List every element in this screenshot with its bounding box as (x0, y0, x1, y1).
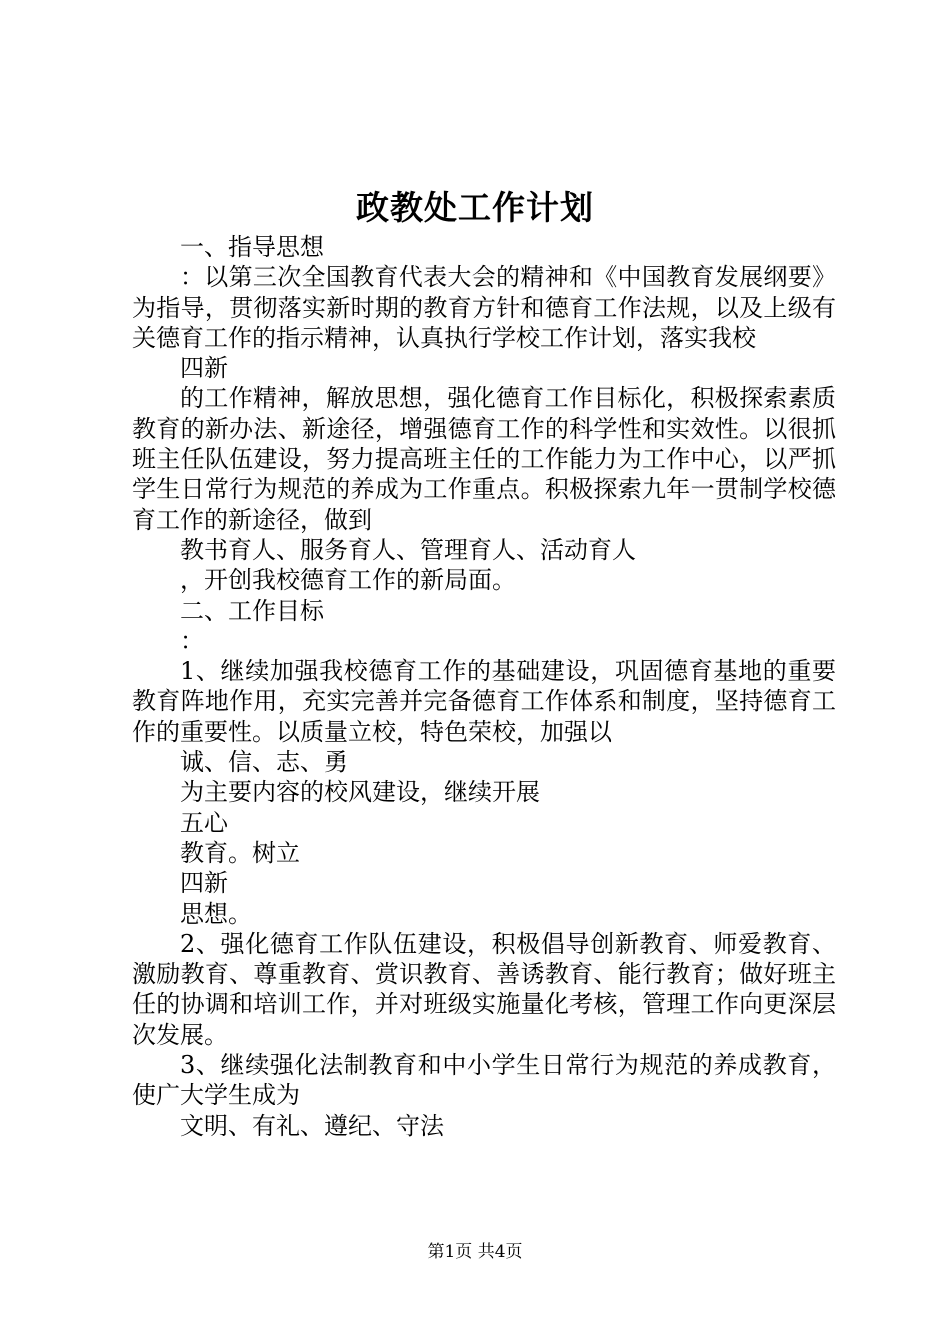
page-number-footer: 第1页 共4页 (427, 1242, 523, 1262)
paragraph: 诚、信、志、勇 (180, 748, 348, 777)
paragraph: ，开创我校德育工作的新局面。 (180, 566, 516, 595)
paragraph: 五心 (180, 808, 228, 837)
paragraph: ： (180, 626, 204, 655)
paragraph: 为主要内容的校风建设，继续开展 (180, 778, 540, 807)
paragraph: 四新 (180, 869, 228, 898)
paragraph: 思想。 (180, 899, 252, 928)
paragraph: 文明、有礼、遵纪、守法 (180, 1111, 444, 1140)
paragraph: 教书育人、服务育人、管理育人、活动育人 (180, 535, 636, 564)
paragraph: 2、强化德育工作队伍建设，积极倡导创新教育、师爱教育、激励教育、尊重教育、赏识教育、善诱教育、能行教育；做好班主任的协调和培训工作，并对班级实施量化考核，管理工作向更深层次发展。 (132, 929, 836, 1049)
paragraph: 1、继续加强我校德育工作的基础建设，巩固德育基地的重要教育阵地作用，充实完善并完备德育工作体系和制度，坚持德育工作的重要性。以质量立校，特色荣校，加强以 (132, 657, 836, 746)
paragraph: ：以第三次全国教育代表大会的精神和《中国教育发展纲要》为指导，贯彻落实新时期的教育方针和德育工作法规，以及上级有关德育工作的指示精神，认真执行学校工作计划，落实我校 (132, 263, 836, 352)
paragraph: 3、继续强化法制教育和中小学生日常行为规范的养成教育，使广大学生成为 (132, 1051, 836, 1110)
paragraph-heading-work-goals: 二、工作目标 (180, 596, 324, 625)
paragraph: 教育。树立 (180, 838, 300, 867)
document-title: 政教处工作计划 (356, 188, 594, 227)
paragraph: 四新 (180, 354, 228, 383)
document-body (132, 232, 836, 1141)
paragraph: 的工作精神，解放思想，强化德育工作目标化，积极探索素质教育的新办法、新途径，增强德育工作的科学性和实效性。以很抓班主任队伍建设，努力提高班主任的工作能力为工作中心，以严抓学生日常行为规范的养成为工作重点。积极探索九年一贯制学校德育工作的新途径，做到 (132, 384, 836, 534)
paragraph-heading-guiding-thought: 一、指导思想 (180, 233, 324, 261)
